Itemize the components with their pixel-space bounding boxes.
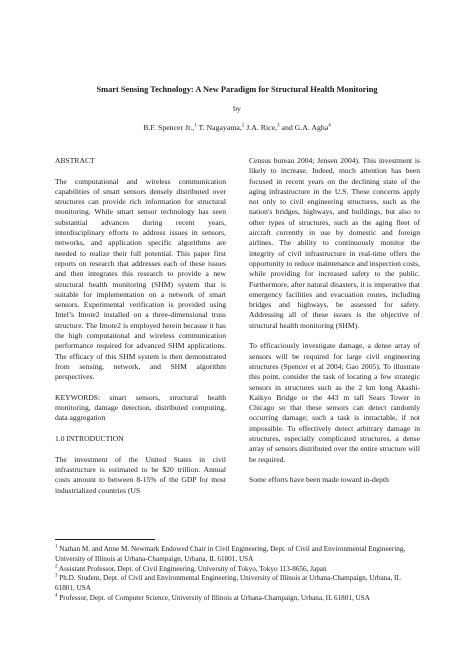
footnote-text: Nathan M. and Anne M. Newmark Endowed Chair in Civil Engineering, Dept. of Civil and Environmental Engineering, University of Illinois at Urbana-Champaign, Urbana, IL 61801, USA [55, 545, 406, 563]
paper-title: Smart Sensing Technology: A New Paradigm for Structural Health Monitoring [96, 85, 378, 94]
author-mark: 3 [277, 123, 280, 129]
body-paragraph: Census bureau 2004; Jensen 2004). This investment is likely to increase. Indeed, much attention has been focused in recent years on the declining state of the aging infrastructure in the U.S. These concerns apply not only to civil engineering structures, such as the nation's bridges, highways, and buildings, but also to other types of structures, such as the aging fleet of aircraft currently in use by domestic and foreign airlines. The ability to continuously monitor the integrity of civil infrastructure in real-time offers the opportunity to reduce maintenance and inspection costs, while providing for increased safety to the public. Furthermore, after natural disasters, it is imperative that emergency facilities and evacuation routes, including bridges and highways, be assessed for safety. Addressing all of these issues is the objective of structural health monitoring (SHM). [249, 156, 420, 330]
author-name: and G.A. Agha [279, 123, 329, 132]
footnote [55, 574, 420, 594]
footnotes [55, 545, 420, 604]
body-paragraph: To efficaciously investigate damage, a dense array of sensors will be required for large civil engineering structures (Spencer et al 2004; Gao 2005). To illustrate this point, consider the task of locating a few strategic sensors in structures such as the 2 km long Akashi-Kaikyo Bridge or the 443 m tall Sears Tower in Chicago so that these sensors can detect randomly occurring damage; such a task is intractable, if not impossible. To effectively detect arbitrary damage in structures, especially complicated structures, a dense array of sensors distributed over the entire structure will be required. [249, 341, 420, 464]
footnote-mark: 4 [55, 593, 58, 599]
footnote [55, 565, 420, 575]
footnote-mark: 2 [55, 564, 58, 570]
footnote [55, 545, 420, 565]
author-mark: 1 [194, 123, 197, 129]
author-list [20, 122, 454, 133]
footnote-rule [55, 539, 155, 540]
footnote-mark: 3 [55, 574, 58, 579]
author-name: J.A. Rice, [244, 123, 278, 132]
abstract-text: The computational and wireless communication capabilities of smart sensors densely distributed over structures can provide rich information for structural monitoring. While smart sensor technology has seen substantial advances during recent years, interdisciplinary efforts to address issues in sensors, networks, and application specific algorithms are needed to realize their full potential. This paper first reports on research that addresses each of these issues and then integrates this research to provide a new structural health monitoring (SHM) system that is suitable for implementation on a network of smart sensors. Experimental verification is provided using Intel’s Imote2 installed on a three-dimensional truss structure. The Imote2 is employed herein because it has the high computational and wireless communication performance required for advanced SHM applications. The efficacy of this SHM system is then demonstrated from sensing, network, and SHM algorithm perspectives. [55, 176, 226, 382]
footnote-text: Ph.D. Student, Dept. of Civil and Environmental Engineering, University of Illinois at Urbana-Champaign, Urbana, IL 61801, USA [55, 574, 401, 593]
author-name: T. Nagayama, [196, 123, 242, 132]
intro-heading: 1.0 INTRODUCTION [55, 434, 124, 444]
footnote-text: Professor, Dept. of Computer Science, University of Illinois at Urbana-Champaign, Urbana, IL 61801, USA [57, 593, 370, 602]
right-column [249, 156, 420, 496]
author-mark: 2 [241, 123, 245, 129]
by-line: by [233, 104, 241, 113]
intro-text: The investment of the United States in civil infrastructure is estimated to be $20 trillion. Annual costs amount to between 8-15% of the GDP for most industrialized countries (US [55, 454, 226, 495]
footnote-mark: 1 [55, 544, 58, 550]
keywords: KEYWORDS: smart sensors, structural health monitoring, damage detection, distributed computing, data aggregation [55, 392, 226, 423]
author-mark: 4 [328, 123, 331, 129]
footnote [55, 594, 420, 604]
author-name: B.F. Spencer Jr., [143, 123, 195, 132]
body-paragraph: Some efforts have been made toward in-depth [249, 475, 389, 485]
footnote-text: Assistant Professor, Dept. of Civil Engineering, University of Tokyo, Tokyo 113-8656, Japan [57, 564, 327, 573]
left-column [55, 156, 226, 506]
abstract-heading: ABSTRACT [55, 156, 95, 165]
